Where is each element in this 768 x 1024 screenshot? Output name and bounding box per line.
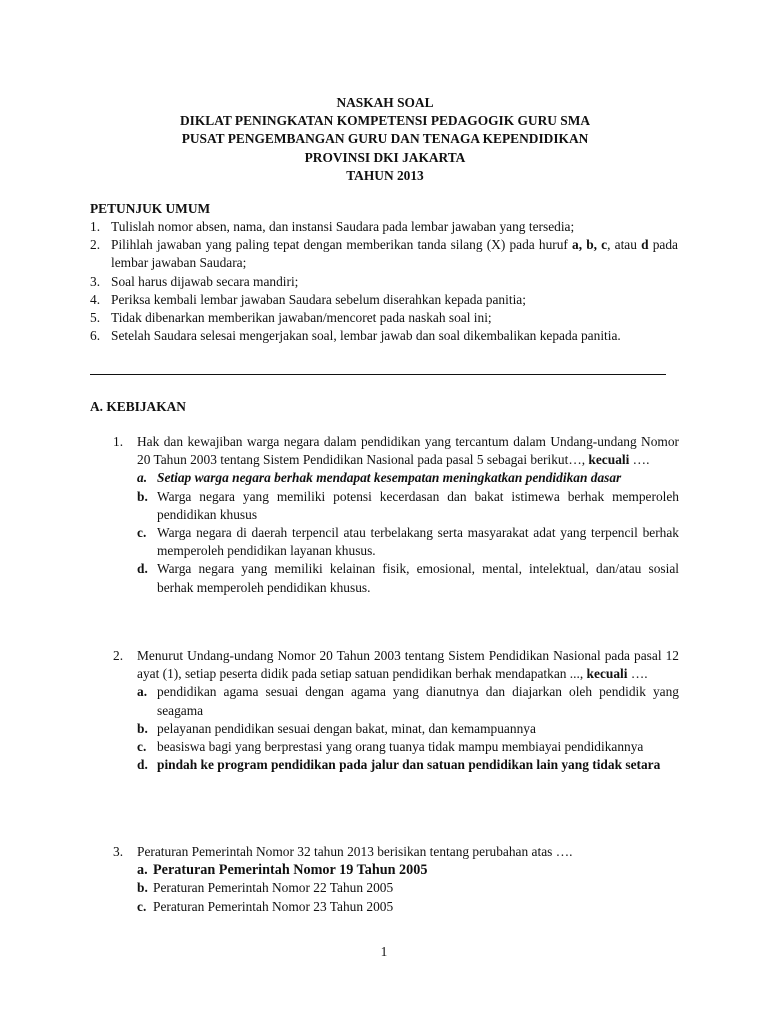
header-line: TAHUN 2013 bbox=[346, 167, 424, 183]
option-letter: b. bbox=[137, 880, 148, 896]
option-letter: b. bbox=[137, 720, 148, 736]
question-number: 3. bbox=[113, 844, 124, 859]
option-text: Peraturan Pemerintah Nomor 22 Tahun 2005 bbox=[153, 880, 394, 896]
question-tail: …. bbox=[629, 452, 650, 468]
option-text: Peraturan Pemerintah Nomor 23 Tahun 2005 bbox=[153, 898, 394, 914]
option-text: pelayanan pendidikan sesuai dengan bakat, minat, dan kemampuannya bbox=[157, 720, 536, 736]
header-line: PROVINSI DKI JAKARTA bbox=[304, 149, 466, 165]
question-number: 2. bbox=[113, 648, 124, 663]
item-text-bold: a, b, c bbox=[572, 237, 608, 253]
question-kecuali: kecuali bbox=[588, 452, 630, 468]
section-title: A. KEBIJAKAN bbox=[90, 399, 186, 414]
question-2 bbox=[113, 647, 679, 774]
option-a bbox=[137, 683, 679, 719]
option-list bbox=[137, 683, 679, 774]
item-text: Pilihlah jawaban yang paling tepat dengan memberikan tanda silang (X) pada huruf bbox=[111, 237, 573, 253]
question-kecuali: kecuali bbox=[586, 666, 628, 682]
option-c bbox=[137, 898, 679, 916]
option-letter: a. bbox=[137, 470, 148, 486]
petunjuk-list bbox=[90, 218, 678, 345]
option-d bbox=[137, 756, 679, 774]
option-d bbox=[137, 560, 679, 596]
option-list bbox=[137, 469, 679, 596]
document-header bbox=[90, 94, 680, 185]
option-letter: c. bbox=[137, 739, 147, 755]
petunjuk-item bbox=[90, 327, 678, 345]
option-letter: d. bbox=[137, 561, 148, 577]
option-text: Warga negara yang memiliki potensi kecerdasan dan bakat istimewa berhak memperoleh pendidikan khusus bbox=[157, 488, 679, 522]
petunjuk-item bbox=[90, 309, 678, 327]
option-letter: b. bbox=[137, 488, 148, 504]
petunjuk-title: PETUNJUK UMUM bbox=[90, 201, 211, 216]
option-b bbox=[137, 720, 679, 738]
option-text: Warga negara di daerah terpencil atau terbelakang serta masyarakat adat yang terpencil berhak memperoleh pendidikan layanan khusus. bbox=[157, 525, 679, 559]
option-c bbox=[137, 524, 679, 560]
option-a bbox=[137, 469, 679, 487]
option-text: Warga negara yang memiliki kelainan fisik, emosional, mental, intelektual, dan/atau sosial berhak memperoleh pendidikan khusus. bbox=[157, 561, 679, 595]
question-stem: Menurut Undang-undang Nomor 20 Tahun 2003 tentang Sistem Pendidikan Nasional pada pasal 12 ayat (1), setiap peserta didik pada setiap satuan pendidikan berhak mendapatkan ..., bbox=[137, 648, 679, 682]
item-number: 2. bbox=[90, 237, 101, 253]
question-text bbox=[137, 647, 679, 683]
header-line: DIKLAT PENINGKATAN KOMPETENSI PEDAGOGIK GURU SMA bbox=[179, 113, 591, 129]
divider-line bbox=[90, 374, 666, 375]
option-list bbox=[137, 861, 679, 916]
petunjuk-item bbox=[90, 291, 678, 309]
item-number: 3. bbox=[90, 273, 101, 289]
item-text: Tulislah nomor absen, nama, dan instansi Saudara pada lembar jawaban yang tersedia; bbox=[111, 219, 575, 234]
header-line: NASKAH SOAL bbox=[336, 95, 434, 110]
option-c bbox=[137, 738, 679, 756]
option-letter: c. bbox=[137, 525, 147, 541]
item-text: Tidak dibenarkan memberikan jawaban/mencoret pada naskah soal ini; bbox=[111, 310, 492, 326]
question-stem: Peraturan Pemerintah Nomor 32 tahun 2013 berisikan tentang perubahan atas …. bbox=[137, 844, 573, 859]
item-text: Setelah Saudara selesai mengerjakan soal, lembar jawab dan soal dikembalikan kepada panitia. bbox=[111, 328, 621, 344]
header-line: PUSAT PENGEMBANGAN GURU DAN TENAGA KEPENDIDIKAN bbox=[181, 131, 589, 147]
option-text: pindah ke program pendidikan pada jalur dan satuan pendidikan lain yang tidak setara bbox=[157, 757, 661, 773]
item-text: , atau bbox=[607, 237, 642, 253]
question-1 bbox=[113, 433, 679, 597]
question-text bbox=[137, 433, 679, 469]
item-text-bold: d bbox=[641, 237, 649, 253]
option-text: beasiswa bagi yang berprestasi yang orang tuanya tidak mampu membiayai pendidikannya bbox=[157, 739, 644, 755]
option-text: Setiap warga negara berhak mendapat kesempatan meningkatkan pendidikan dasar bbox=[157, 470, 622, 486]
item-number: 6. bbox=[90, 328, 101, 344]
option-b bbox=[137, 879, 679, 897]
item-text: pada lembar jawaban Saudara; bbox=[111, 237, 678, 271]
option-letter: a. bbox=[137, 862, 148, 879]
option-letter: c. bbox=[137, 898, 147, 914]
petunjuk-item bbox=[90, 273, 678, 291]
item-text: Periksa kembali lembar jawaban Saudara sebelum diserahkan kepada panitia; bbox=[111, 291, 526, 307]
page-number: 1 bbox=[380, 944, 388, 959]
question-3 bbox=[113, 843, 679, 916]
option-letter: a. bbox=[137, 684, 148, 700]
petunjuk-item bbox=[90, 236, 678, 272]
question-number: 1. bbox=[113, 434, 124, 449]
item-number: 4. bbox=[90, 291, 101, 307]
option-text: pendidikan agama sesuai dengan agama yang dianutnya dan diajarkan oleh pendidik yang seagama bbox=[157, 684, 679, 718]
item-number: 1. bbox=[90, 219, 101, 234]
question-text bbox=[137, 843, 679, 861]
option-text: Peraturan Pemerintah Nomor 19 Tahun 2005 bbox=[153, 862, 428, 879]
item-number: 5. bbox=[90, 310, 101, 326]
option-b bbox=[137, 488, 679, 524]
item-text: Soal harus dijawab secara mandiri; bbox=[111, 273, 299, 289]
option-a bbox=[137, 861, 679, 879]
option-letter: d. bbox=[137, 757, 148, 773]
petunjuk-item bbox=[90, 218, 678, 236]
question-stem: Hak dan kewajiban warga negara dalam pendidikan yang tercantum dalam Undang-undang Nomor 20 Tahun 2003 tentang Sistem Pendidikan Nasional pada pasal 5 sebagai berikut…, bbox=[137, 434, 679, 468]
question-tail: …. bbox=[627, 666, 648, 682]
